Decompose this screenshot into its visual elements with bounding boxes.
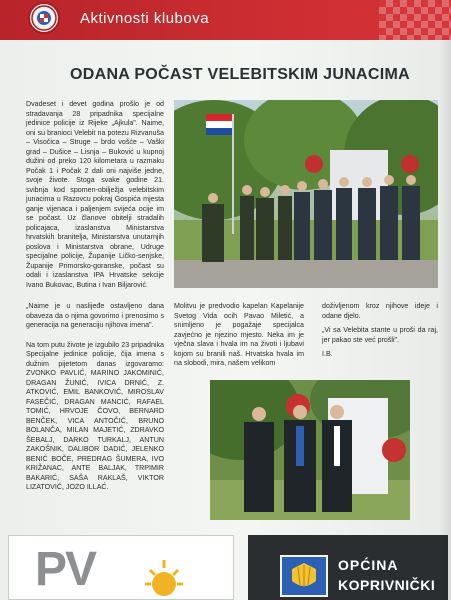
memorial-wreath-photo: [210, 380, 410, 520]
ad-municipality-name: KOPRIVNIČKI: [338, 577, 436, 593]
article-closing-quote: „Vi sa Velebita stante u proši da raj, jer pakao ste već prošli".: [322, 326, 438, 344]
article-paragraph-intro: Dvadeset i devet godina prošlo je od stradavanja 28 pripadnika specijalne jedinice policije iz Rijeke „Ajkula". Naime, oni su branioci Velebit na potezu Rizvanuša – Visočica – Struge – brdo vošće – Vaški grad – Dušice – Lisnja – Buković u kupnoj dužini od preko 120 kilometara u razmaku Počak 1 i Počak 2 dali oni najviše jedne, svoje živote. Stoga svake godine 21. svibnja kod spomen-obilježja velebitskim junacima u Razovcu pokraj Gospića mjesta ganje vijenaca i paljenjem svijeća ocije im se počast. Uz članove obitelji stradalih policajaca, izaslanstva Ministarstva hrvatskih branitelja, Ministarstva unutarnjih poslova i Ministarstva obrane, Udruge specijalne policije, Županije Ličko-senjske, Županije Primorsko-goranske, počast su odali i izaslanstva IPA Hrvatske sekcije Ivano Bukovac, Butina i Ivan Biljarović.: [26, 100, 164, 289]
article-paragraph-closing: doživljenom kroz njihove ideje i odane djelo.: [322, 302, 438, 320]
sun-icon: [139, 554, 189, 600]
article-headline: ODANA POČAST VELEBITSKIM JUNACIMA: [70, 66, 410, 83]
article-column-middle: Molitvu je predvodio kapelan Kapelanije Svetog Vida ocih Pavao Miletić, a snimljeno je pogažaje specijalca zavjećno je njezino mjesto. Neka im je vječna slava i hvala im na životi i ljubavi kojom su branili naš. Hrvatska hvala im na slobodi, mira, našem velikom: [174, 302, 304, 367]
section-title: Aktivnosti klubova: [80, 10, 210, 27]
advertisement-pv: [8, 535, 234, 600]
coat-of-arms-icon: [280, 555, 328, 597]
ad-municipality-label: OPĆINA: [338, 557, 399, 573]
club-logo: [28, 2, 60, 34]
article-author-initials: I.B.: [322, 350, 333, 358]
advertisement-opcina: [248, 535, 448, 600]
pv-brand-logo: [35, 542, 95, 597]
ceremony-group-photo: [174, 100, 438, 288]
article-quote: „Naime je u naslijeđe ostavljeno dana obaveza da o njima govorimo i prenosimo s generacija na generaciju njihova imena".: [26, 302, 164, 329]
pv-brand-text: PV: [35, 543, 96, 596]
article-column-right: [322, 302, 438, 365]
section-banner: [0, 0, 451, 40]
article-column-left: [26, 100, 164, 499]
checkerboard-pattern: [379, 0, 451, 40]
page-edge-shadow: [439, 40, 451, 600]
article-paragraph-names: Na tom putu živote je izgubilo 23 pripadnika Specijalne jedinice policije, čija imena s dužnim pijetetom danas izgovaramo: ZVONKO PAVLIĆ, MARINO JAKOMINIĆ, DRAGAN ŽUNIĆ, IVICA DRNIĆ, Z. ATKOVIĆ, EMIL BANKOVIĆ, MIROSLAV FASEČIĆ, DRAGAN MANCIĆ, RAFAEL TOMIĆ, HRVOJE ČOVO, BERNARD BENČEK, VICA ANTOČIĆ, BRUNO BOLANČA, MILAN MAJETIĆ, ZDRAVKO ŠEBALJ, DARKO TURKALJ, ANTUN ZAKOŠNIK, DALIBOR DADIĆ, JELENKO BENIĆ BOČE, PREDRAG ŠUMERA, IVO KRIŽANAC, ANTE BALJAK, TRPIMIR BAKARIĆ, SAŠA RAKLAŠ, VIKTOR LIZATOVIĆ, JOZO ILLAĆ.: [26, 340, 164, 491]
